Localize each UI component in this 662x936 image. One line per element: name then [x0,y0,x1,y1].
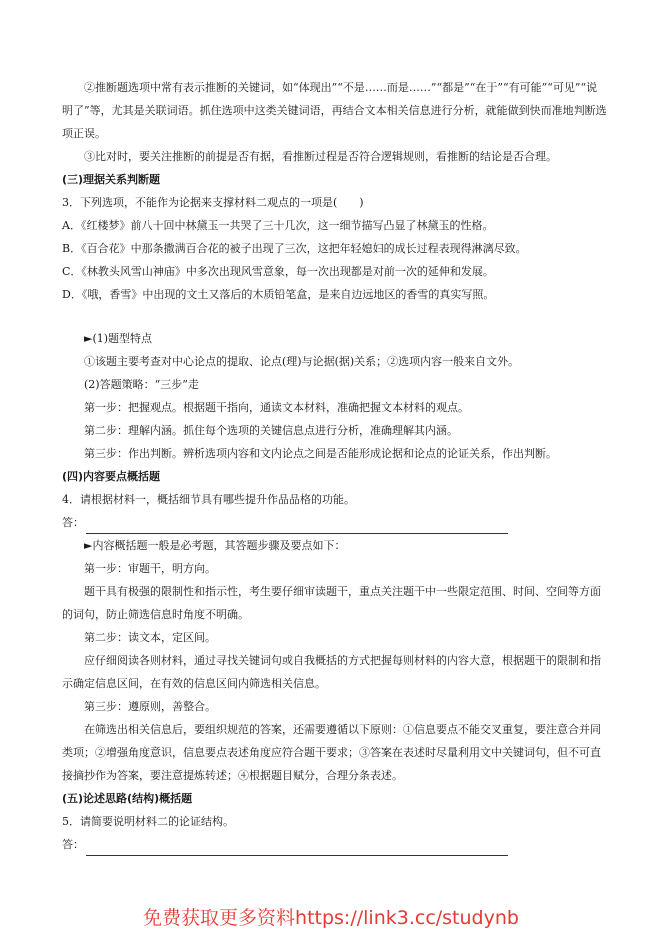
question-3-option-b: B．《百合花》中那条撒满百合花的被子出现了三次，这把年轻媳妇的成长过程表现得淋漓尽致。 [62,242,527,255]
answer-label: 答： [62,838,84,851]
notes-4-title: ►内容概括题一般是必考题，其答题步骤及要点如下： [84,539,346,552]
question-4-stem: 4．请根据材料一，概括细节具有哪些提升作品品格的功能。 [62,493,355,506]
section-heading-3: (三)理据关系判断题 [62,173,161,186]
question-3-option-a: A．《红楼梦》前八十回中林黛玉一共哭了三十几次，这一细节描写凸显了林黛玉的性格。 [62,219,494,232]
notes-4-step-3: 第三步：遵原则，善整合。 [84,700,216,713]
question-5-stem: 5．请简要说明材料二的论证结构。 [62,815,234,828]
question-5-answer[interactable] [62,833,607,856]
answer-blank-line[interactable] [86,519,508,534]
notes-4-step-2-body: 应仔细阅读各则材料，通过寻找关键词句或自我概括的方式把握每则材料的内容大意，根据题干的限制和指示确定信息区间，在有效的信息区间内筛选相关信息。 [62,654,601,690]
notes-4-step-2: 第二步：读文本，定区间。 [84,631,216,644]
footer-promo-link[interactable]: 免费获取更多资料https://link3.cc/studynb [143,907,519,929]
document-body [62,76,607,856]
notes-3-strategy: (2)答题策略：“三步”走 [84,378,199,391]
question-3-option-d: D．《哦，香雪》中出现的文土又落后的木质铅笔盒，是来自边远地区的香雪的真实写照。 [62,288,495,301]
paragraph-comparison: ③比对时，要关注推断的前提是否有据，看推断过程是否符合逻辑规则，看推断的结论是否合理。 [84,150,557,163]
notes-3-step-1: 第一步：把握观点。根据题干指向，通读文本材料，准确把握文本材料的观点。 [84,401,469,414]
section-heading-5: (五)论述思路(结构)概括题 [62,792,193,805]
answer-blank-line[interactable] [86,841,508,856]
notes-3-step-3: 第三步：作出判断。辨析选项内容和文内论点之间是否能形成论据和论点的论证关系，作出判断。 [84,447,557,460]
question-3-stem: 3．下列选项，不能作为论据来支撑材料二观点的一项是( ) [62,196,364,209]
question-3-option-c: C．《林教头风雪山神庙》中多次出现风雪意象，每一次出现都是对前一次的延伸和发展。 [62,265,494,278]
notes-4-step-1: 第一步：审题干，明方向。 [84,562,216,575]
answer-label: 答： [62,516,84,529]
question-4-answer[interactable] [62,511,607,534]
spacer [62,306,607,327]
notes-3-point: ①该题主要考查对中心论点的提取、论点(理)与论据(据)关系；②选项内容一般来自文外。 [84,355,520,368]
section-heading-4: (四)内容要点概括题 [62,470,161,483]
notes-4-step-1-body: 题干具有极强的限制性和指示性，考生要仔细审读题干，重点关注题干中一些限定范围、时间、空间等方面的词句，防止筛选信息时角度不明确。 [62,585,601,621]
notes-3-step-2: 第二步：理解内涵。抓住每个选项的关键信息点进行分析，准确理解其内涵。 [84,424,458,437]
notes-3-title: ►(1)题型特点 [84,332,153,345]
paragraph-inference-keywords: ②推断题选项中常有表示推断的关键词，如“体现出”“不是……而是……”“都是”“在于”“有可能”“可见”“说明了”等，尤其是关联词语。抓住选项中这类关键词语，再结合文本相关信息进行分析，就能做到快而准地判断选项正误。 [62,81,607,140]
notes-4-step-3-body: 在筛选出相关信息后，要组织规范的答案，还需要遵循以下原则：①信息要点不能交叉重复，要注意合并同类项；②增强角度意识，信息要点表述角度应符合题干要求；③答案在表述时尽量利用文中关键词句，但不可直接摘抄作为答案，要注意提炼转述；④根据题目赋分，合理分条表述。 [62,723,601,782]
